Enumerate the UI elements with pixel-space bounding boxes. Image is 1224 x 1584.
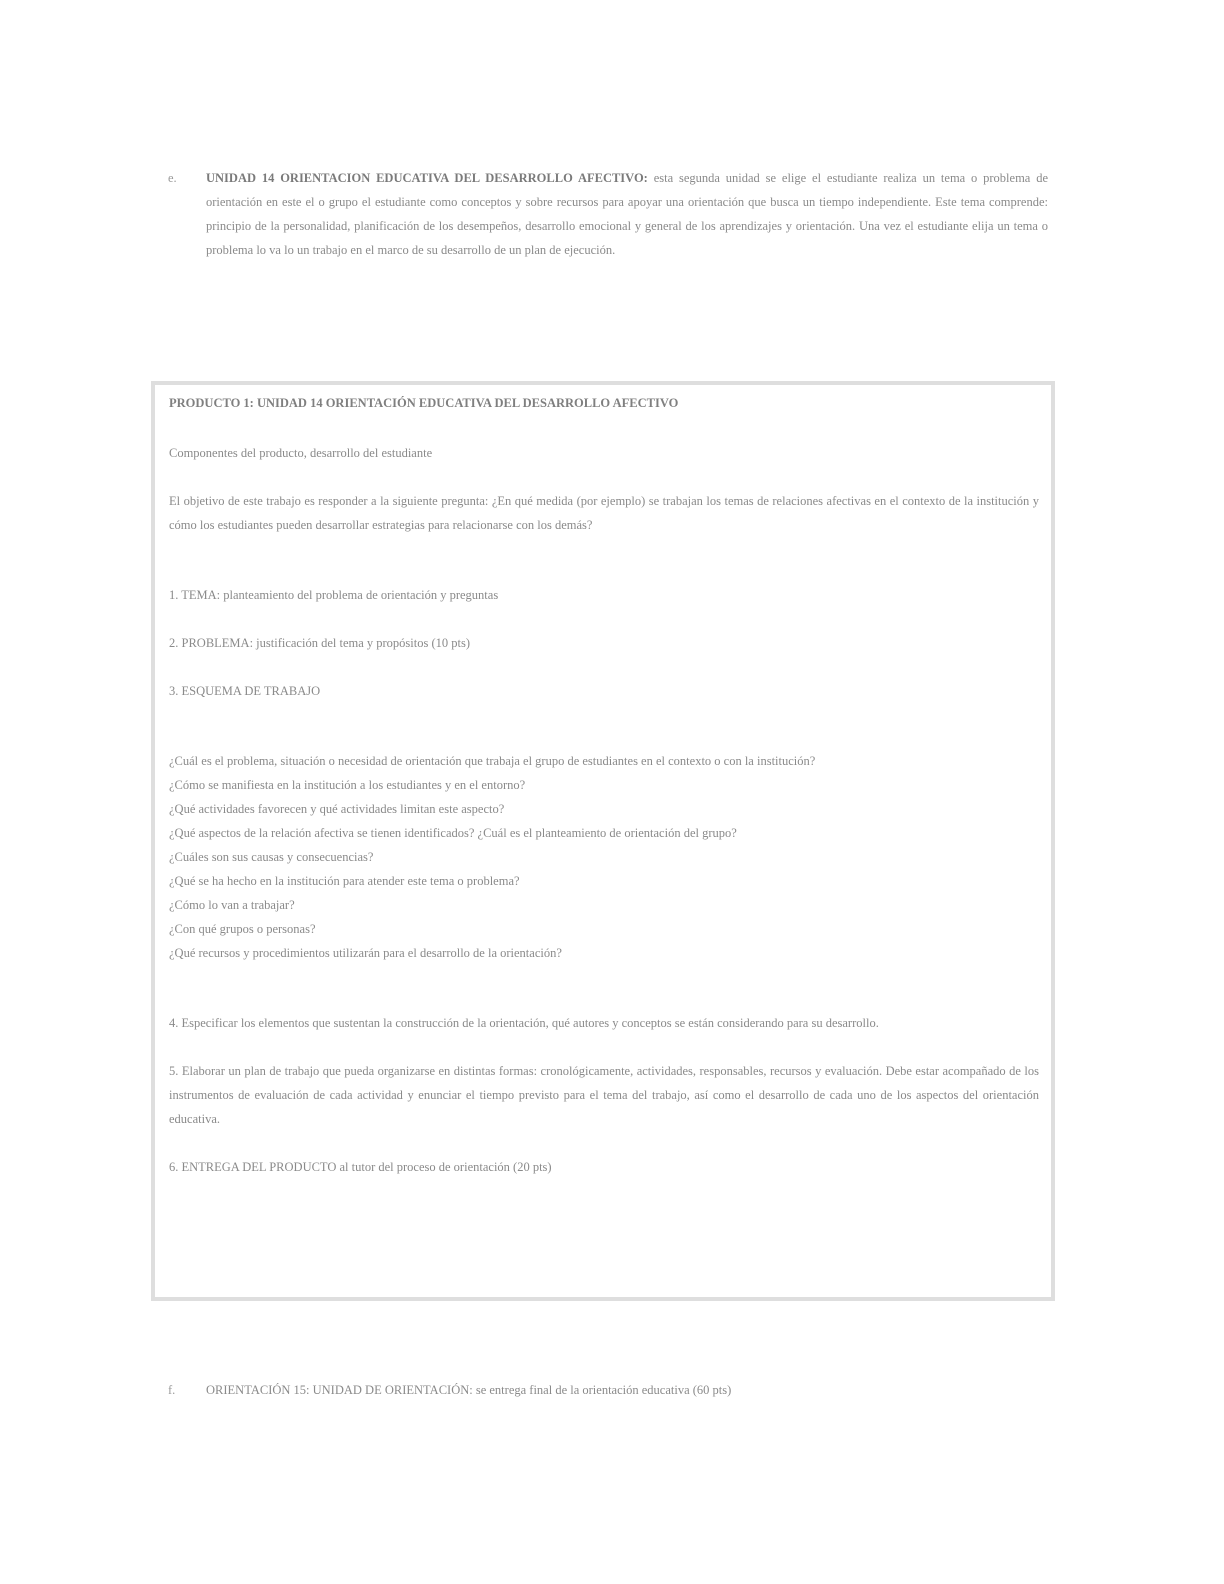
box-line-1: 1. TEMA: planteamiento del problema de orientación y preguntas <box>169 588 499 602</box>
question-item: ¿Cómo lo van a trabajar? <box>169 898 295 912</box>
question-item: ¿Con qué grupos o personas? <box>169 922 316 936</box>
list-bullet: f. <box>168 1383 176 1397</box>
box-subtitle: Componentes del producto, desarrollo del estudiante <box>169 446 433 460</box>
box-line-4: 6. ENTREGA DEL PRODUCTO al tutor del proceso de orientación (20 pts) <box>169 1160 552 1174</box>
question-item: ¿Qué recursos y procedimientos utilizarán para el desarrollo de la orientación? <box>169 946 562 960</box>
question-list <box>169 749 1039 965</box>
list-item-lead: UNIDAD 14 ORIENTACION EDUCATIVA DEL DESARROLLO AFECTIVO: <box>206 171 648 185</box>
product-box <box>151 381 1055 1301</box>
list-item-text: ORIENTACIÓN 15: UNIDAD DE ORIENTACIÓN: se entrega final de la orientación educativa (60 pts) <box>206 1383 732 1397</box>
question-item: ¿Qué se ha hecho en la institución para atender este tema o problema? <box>169 874 520 888</box>
question-item: ¿Cuál es el problema, situación o necesidad de orientación que trabaja el grupo de estudiantes en el contexto o con la institución? <box>169 754 816 768</box>
box-title: PRODUCTO 1: UNIDAD 14 ORIENTACIÓN EDUCATIVA DEL DESARROLLO AFECTIVO <box>169 396 679 410</box>
list-item-f <box>168 1378 1048 1402</box>
list-item-e <box>168 166 1048 262</box>
box-line-3: 3. ESQUEMA DE TRABAJO <box>169 684 321 698</box>
question-item: ¿Cuáles son sus causas y consecuencias? <box>169 850 374 864</box>
box-paragraph-2: 4. Especificar los elementos que sustentan la construcción de la orientación, qué autores y conceptos se están considerando para su desarrollo. <box>169 1016 879 1030</box>
box-paragraph-3: 5. Elaborar un plan de trabajo que pueda organizarse en distintas formas: cronológicamente, actividades, responsables, recursos y evaluación. Debe estar acompañado de los instrumentos de evaluación de cada actividad y enunciar el tiempo previsto para el tema del trabajo, así como el desarrollo de cada uno de los aspectos del orientación educativa. <box>169 1064 1039 1126</box>
question-item: ¿Qué aspectos de la relación afectiva se tienen identificados? ¿Cuál es el planteamiento de orientación del grupo? <box>169 826 737 840</box>
box-line-2: 2. PROBLEMA: justificación del tema y propósitos (10 pts) <box>169 636 471 650</box>
list-item-body: esta segunda unidad se elige el estudiante realiza un tema o problema de orientación en este el o grupo el estudiante como conceptos y sobre recursos para apoyar una orientación que busca un tiempo independiente. Este tema comprende: principio de la personalidad, planificación de los desempeños, desarrollo emocional y general de los aprendizajes y orientación. Una vez el estudiante elija un tema o problema lo va lo un trabajo en el marco de su desarrollo de un plan de ejecución. <box>206 171 1048 257</box>
box-paragraph-1: El objetivo de este trabajo es responder a la siguiente pregunta: ¿En qué medida (por ejemplo) se trabajan los temas de relaciones afectivas en el contexto de la institución y cómo los estudiantes pueden desarrollar estrategias para relacionarse con los demás? <box>169 494 1039 532</box>
question-item: ¿Cómo se manifiesta en la institución a los estudiantes y en el entorno? <box>169 778 526 792</box>
list-bullet: e. <box>168 171 177 185</box>
list-item-text <box>206 166 1048 262</box>
question-item: ¿Qué actividades favorecen y qué actividades limitan este aspecto? <box>169 802 505 816</box>
